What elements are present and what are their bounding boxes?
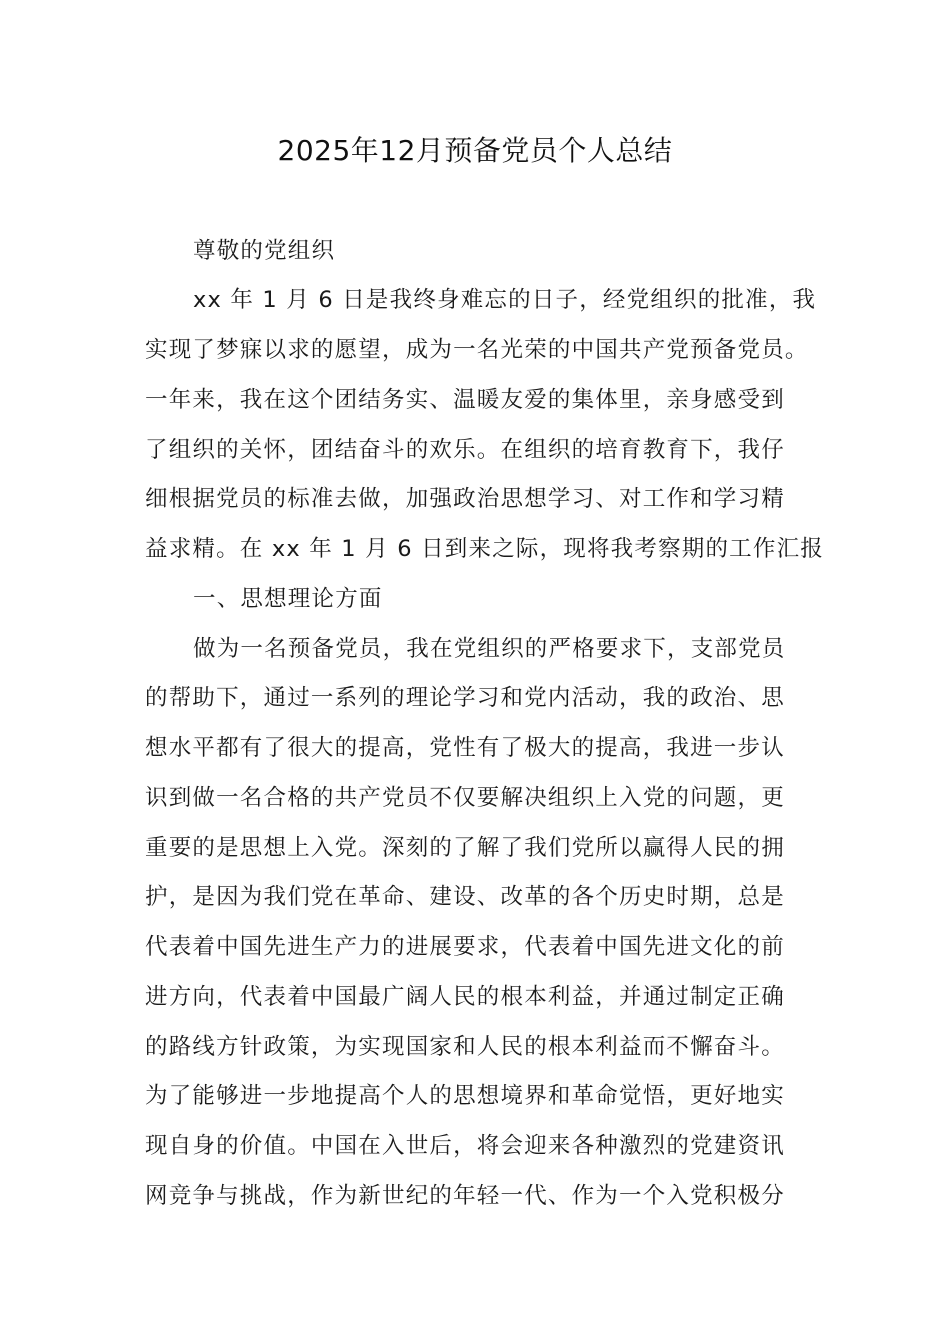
paragraph-line: 重要的是思想上入党。深刻的了解了我们党所以赢得人民的拥 (145, 835, 785, 861)
paragraph-line: 为了能够进一步地提高个人的思想境界和革命觉悟，更好地实 (145, 1083, 785, 1109)
paragraph-line: 想水平都有了很大的提高，党性有了极大的提高，我进一步认 (145, 735, 785, 761)
salutation: 尊敬的党组织 (193, 238, 336, 264)
paragraph-line: 的路线方针政策，为实现国家和人民的根本利益而不懈奋斗。 (145, 1034, 785, 1060)
paragraph-line: 做为一名预备党员，我在党组织的严格要求下，支部党员 (193, 636, 786, 662)
paragraph-line: 网竞争与挑战，作为新世纪的年轻一代、作为一个入党积极分 (145, 1183, 785, 1209)
paragraph-line: 实现了梦寐以求的愿望，成为一名光荣的中国共产党预备党员。 (145, 337, 809, 363)
paragraph-line: xx 年 1 月 6 日是我终身难忘的日子，经党组织的批准，我 (193, 287, 817, 313)
paragraph-line: 一年来，我在这个团结务实、温暖友爱的集体里，亲身感受到 (145, 387, 785, 413)
paragraph-line: 代表着中国先进生产力的进展要求，代表着中国先进文化的前 (145, 934, 785, 960)
paragraph-line: 的帮助下，通过一系列的理论学习和党内活动，我的政治、思 (145, 685, 785, 711)
section-heading: 一、思想理论方面 (193, 586, 383, 612)
paragraph-line: 益求精。在 xx 年 1 月 6 日到来之际，现将我考察期的工作汇报 (145, 536, 824, 562)
paragraph-line: 护，是因为我们党在革命、建设、改革的各个历史时期，总是 (145, 884, 785, 910)
paragraph-line: 识到做一名合格的共产党员不仅要解决组织上入党的问题，更 (145, 785, 785, 811)
paragraph-line: 现自身的价值。中国在入世后，将会迎来各种激烈的党建资讯 (145, 1133, 785, 1159)
paragraph-line: 进方向，代表着中国最广阔人民的根本利益，并通过制定正确 (145, 984, 785, 1010)
document-title: 2025年12月预备党员个人总结 (277, 134, 673, 167)
paragraph-line: 细根据党员的标准去做，加强政治思想学习、对工作和学习精 (145, 486, 785, 512)
paragraph-line: 了组织的关怀，团结奋斗的欢乐。在组织的培育教育下，我仔 (145, 437, 785, 463)
